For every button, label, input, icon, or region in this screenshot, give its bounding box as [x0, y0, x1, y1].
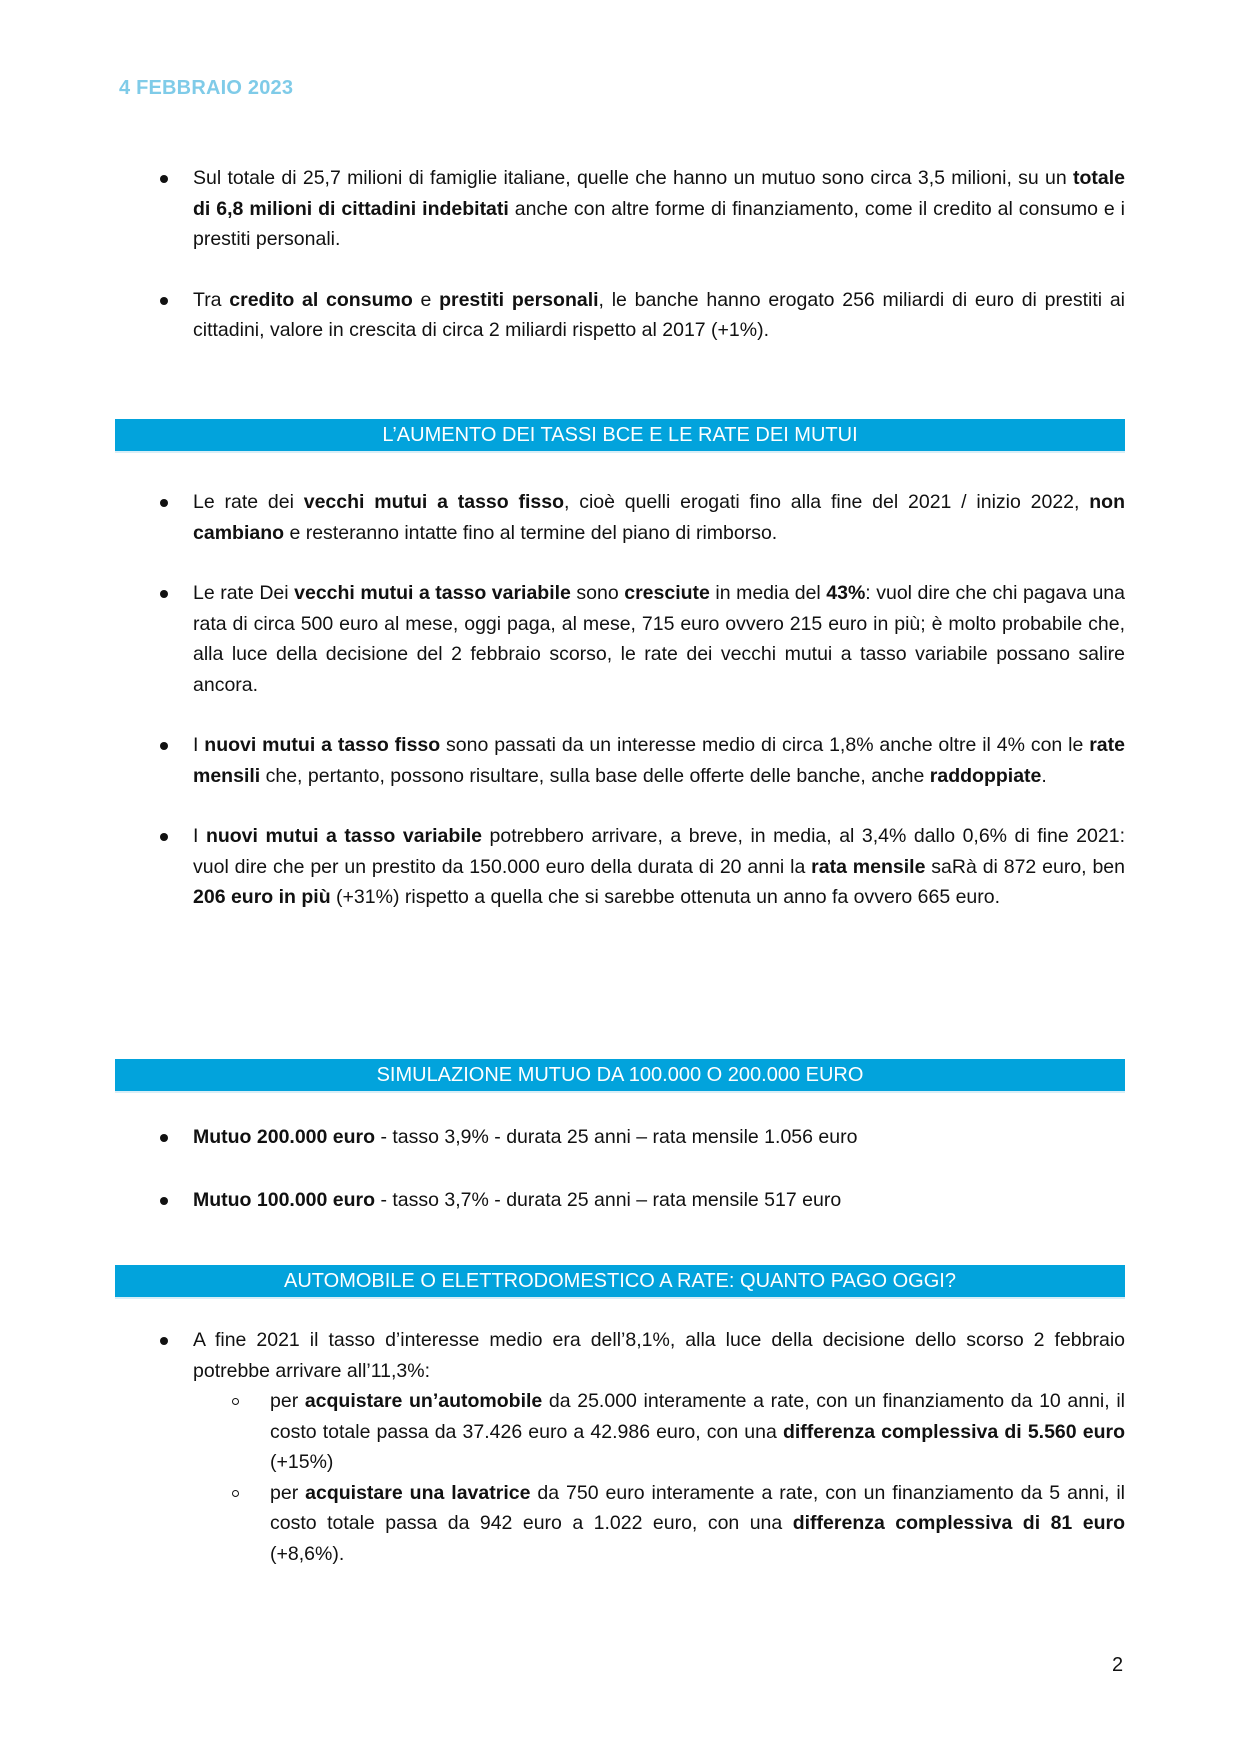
installment-bullet-list [115, 1325, 1125, 1386]
section-bce-rates-content [115, 487, 1125, 913]
subbullet-car-purchase: per acquistare un’automobile da 25.000 interamente a rate, con un finanziamento da 10 anni, il costo totale passa da 37.426 euro a 42.986 euro, con una differenza complessiva di 5.560 euro (+15%) [115, 1386, 1125, 1478]
mortgage-simulation-bullet-list [115, 1122, 1125, 1215]
section-installment-purchases-content [115, 1325, 1125, 1569]
page-number: 2 [1112, 1654, 1124, 1676]
intro-section [115, 163, 1125, 346]
bullet-icon [160, 1197, 168, 1205]
document-date-header: 4 FEBBRAIO 2023 [119, 77, 294, 99]
bullet-icon [160, 1134, 168, 1142]
subbullet-washing-machine-purchase: per acquistare una lavatrice da 750 euro interamente a rate, con un finanziamento da 5 anni, il costo totale passa da 942 euro a 1.022 euro, con una differenza complessiva di 81 euro (+8,6%). [115, 1478, 1125, 1570]
intro-bullet-families: Sul totale di 25,7 milioni di famiglie italiane, quelle che hanno un mutuo sono circa 3,5 milioni, su un totale di 6,8 milioni di cittadini indebitati anche con altre forme di finanziamento, come il credito al consumo e i prestiti personali. [115, 163, 1125, 255]
bullet-icon [160, 175, 168, 183]
bullet-interest-rate-trend: A fine 2021 il tasso d’interesse medio era dell’8,1%, alla luce della decisione dello scorso 2 febbraio potrebbe arrivare all’11,3%: [115, 1325, 1125, 1386]
bullet-new-fixed-rate: I nuovi mutui a tasso fisso sono passati da un interesse medio di circa 1,8% anche oltre il 4% con le rate mensili che, pertanto, possono risultare, sulla base delle offerte delle banche, anche raddoppiate. [115, 730, 1125, 791]
bullet-icon [160, 742, 168, 750]
bullet-mortgage-200k: Mutuo 200.000 euro - tasso 3,9% - durata 25 anni – rata mensile 1.056 euro [115, 1122, 1125, 1153]
bullet-icon [160, 590, 168, 598]
section-heading-mortgage-simulation: SIMULAZIONE MUTUO DA 100.000 O 200.000 EURO [115, 1059, 1125, 1093]
intro-bullet-list [115, 163, 1125, 346]
bullet-icon [160, 1337, 168, 1345]
section-mortgage-simulation-content [115, 1122, 1125, 1215]
bullet-old-variable-rate: Le rate Dei vecchi mutui a tasso variabile sono cresciute in media del 43%: vuol dire che chi pagava una rata di circa 500 euro al mese, oggi paga, al mese, 715 euro ovvero 215 euro in più; è molto probabile che, alla luce della decisione del 2 febbraio scorso, le rate dei vecchi mutui a tasso variabile possano salire ancora. [115, 578, 1125, 700]
circle-bullet-icon [232, 1490, 239, 1497]
intro-bullet-consumer-credit: Tra credito al consumo e prestiti personali, le banche hanno erogato 256 miliardi di euro di prestiti ai cittadini, valore in crescita di circa 2 miliardi rispetto al 2017 (+1%). [115, 285, 1125, 346]
section-heading-bce-rates: L’AUMENTO DEI TASSI BCE E LE RATE DEI MUTUI [115, 419, 1125, 453]
bce-rates-bullet-list [115, 487, 1125, 913]
bullet-old-fixed-rate: Le rate dei vecchi mutui a tasso fisso, cioè quelli erogati fino alla fine del 2021 / inizio 2022, non cambiano e resteranno intatte fino al termine del piano di rimborso. [115, 487, 1125, 548]
section-heading-installment-purchases: AUTOMOBILE O ELETTRODOMESTICO A RATE: QUANTO PAGO OGGI? [115, 1265, 1125, 1299]
bullet-new-variable-rate: I nuovi mutui a tasso variabile potrebbero arrivare, a breve, in media, al 3,4% dallo 0,6% di fine 2021: vuol dire che per un prestito da 150.000 euro della durata di 20 anni la rata mensile saRà di 872 euro, ben 206 euro in più (+31%) rispetto a quella che si sarebbe ottenuta un anno fa ovvero 665 euro. [115, 821, 1125, 913]
installment-sub-list [115, 1386, 1125, 1569]
circle-bullet-icon [232, 1398, 239, 1405]
bullet-mortgage-100k: Mutuo 100.000 euro - tasso 3,7% - durata 25 anni – rata mensile 517 euro [115, 1185, 1125, 1216]
bullet-icon [160, 499, 168, 507]
bullet-icon [160, 833, 168, 841]
bullet-icon [160, 297, 168, 305]
